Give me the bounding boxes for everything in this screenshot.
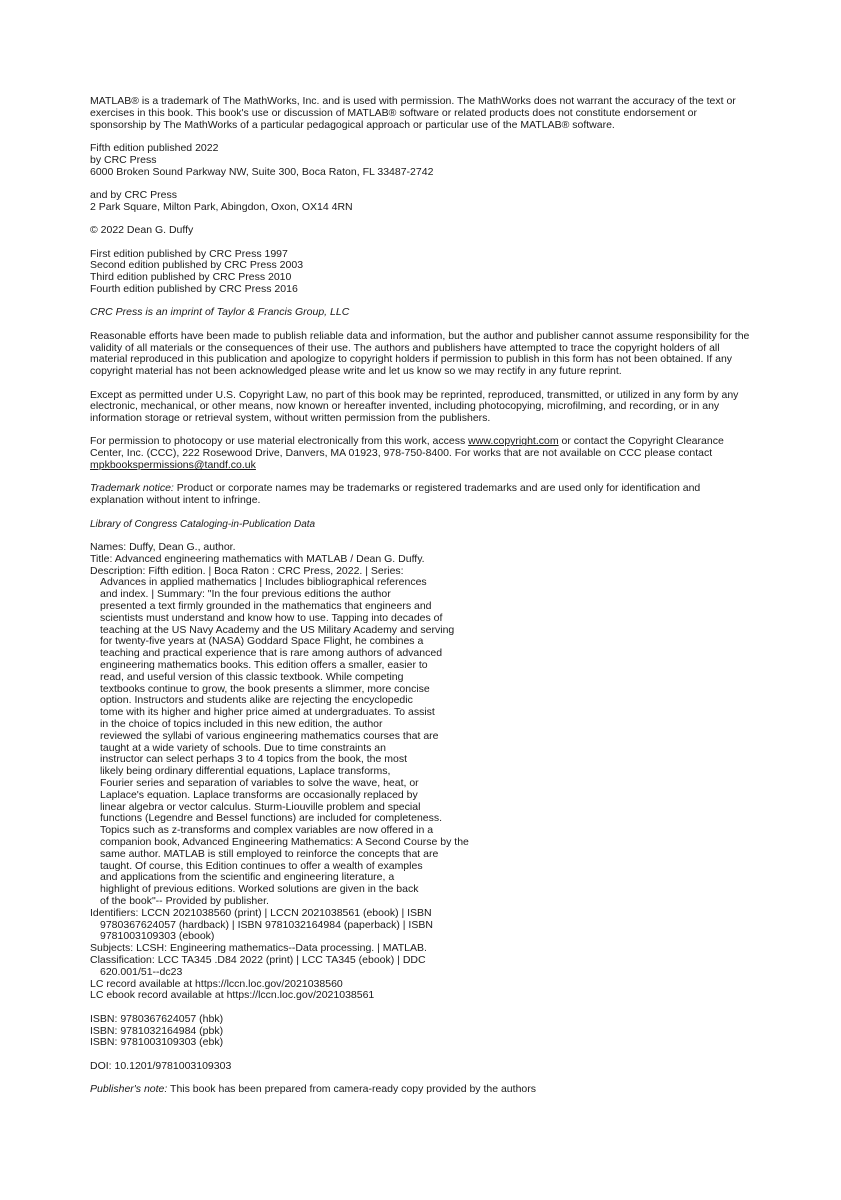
- matlab-notice-text: MATLAB® is a trademark of The MathWorks, Inc. and is used with permission. The MathWorks does not warrant the accuracy of the text or exercises in this book. This book's use or discussion of MATLAB® software or related products does not constitute endorsement or sponsorship by The MathWorks of a particular pedagogical approach or particular use of the MATLAB® software.: [90, 95, 736, 131]
- reasonable-efforts-text: Reasonable efforts have been made to publish reliable data and information, but the author and publisher cannot assume responsibility for the validity of all materials or the consequences of their use. The authors and publishers have attempted to trace the copyright holders of all material reproduced in this publication and apologize to copyright holders if permission to publish in this form has not been obtained. If any copyright material has not been acknowledged please write and let us know so we may rectify in any future reprint.: [90, 329, 750, 378]
- matlab-notice: [90, 96, 750, 131]
- cip-line: Laplace's equation. Laplace transforms are occasionally replaced by: [100, 788, 418, 801]
- cip-line: teaching and practical experience that is rare among authors of advanced: [100, 647, 443, 660]
- isbn-item: ISBN: 9781032164984 (pbk): [90, 1024, 224, 1037]
- cip-line: Topics such as z-transforms and complex variables are now offered in a: [100, 824, 434, 837]
- doi-block: [90, 1061, 750, 1073]
- cip-line: read, and useful version of this classic textbook. While competing: [100, 670, 404, 683]
- copyright-line: © 2022 Dean G. Duffy: [90, 224, 194, 237]
- permission-notice: [90, 436, 750, 471]
- cip-line: taught at a wide variety of schools. Due to time constraints an: [100, 741, 386, 754]
- cip-line: 620.001/51--dc23: [100, 965, 183, 978]
- cip-line: LC record available at https://lccn.loc.gov/2021038560: [90, 977, 343, 990]
- isbn-item: ISBN: 9780367624057 (hbk): [90, 1012, 224, 1025]
- edition-history-item: First edition published by CRC Press 1997: [90, 247, 288, 260]
- cip-line: instructor can select perhaps 3 to 4 topics from the book, the most: [100, 753, 407, 766]
- cip-line: linear algebra or vector calculus. Sturm-Liouville problem and special: [100, 800, 421, 813]
- cip-line: and applications from the scientific and engineering literature, a: [100, 871, 395, 884]
- isbn-item: ISBN: 9781003109303 (ebk): [90, 1036, 224, 1049]
- cip-line: Names: Duffy, Dean G., author.: [90, 541, 236, 554]
- publisher-address-us: 6000 Broken Sound Parkway NW, Suite 300, Boca Raton, FL 33487-2742: [90, 165, 434, 178]
- cip-line: companion book, Advanced Engineering Mathematics: A Second Course by the: [100, 835, 469, 848]
- publisher-note-label: Publisher's note:: [90, 1083, 168, 1096]
- reproduction-notice: [90, 390, 750, 425]
- permission-text: [90, 436, 750, 471]
- reproduction-text: Except as permitted under U.S. Copyright Law, no part of this book may be reprinted, reproduced, transmitted, or utilized in any form by any electronic, mechanical, or other means, now known or hereafter invented, including photocopying, microfilming, and recording, or in any information storage or retrieval system, without written permission from the publishers.: [90, 388, 739, 425]
- cip-line: functions (Legendre and Bessel functions) are included for completeness.: [100, 812, 443, 825]
- cip-line: LC ebook record available at https://lccn.loc.gov/2021038561: [90, 989, 375, 1002]
- cip-line: Fourier series and separation of variables to solve the wave, heat, or: [100, 776, 419, 789]
- cip-line: scientists must understand and know how to use. Tapping into decades of: [100, 611, 443, 624]
- imprint-line: CRC Press is an imprint of Taylor & Francis Group, LLC: [90, 306, 350, 319]
- cip-line: presented a text firmly grounded in the mathematics that engineers and: [100, 600, 432, 613]
- publisher-address-uk: 2 Park Square, Milton Park, Abingdon, Oxon, OX14 4RN: [90, 200, 353, 213]
- cip-line: Advances in applied mathematics | Includes bibliographical references: [100, 576, 427, 589]
- cip-line: 9780367624057 (hardback) | ISBN 9781032164984 (paperback) | ISBN: [100, 918, 433, 931]
- cip-line: Subjects: LCSH: Engineering mathematics--Data processing. | MATLAB.: [90, 942, 427, 955]
- publisher-line-uk: and by CRC Press: [90, 188, 177, 201]
- permissions-email-link[interactable]: mpkbookspermissions@tandf.co.uk: [90, 459, 256, 472]
- cip-data: [90, 542, 750, 1002]
- cip-heading-block: [90, 519, 750, 531]
- edition-line: Fifth edition published 2022: [90, 141, 219, 154]
- edition-history-item: Third edition published by CRC Press 2010: [90, 271, 292, 284]
- cip-line: Description: Fifth edition. | Boca Raton : CRC Press, 2022. | Series:: [90, 564, 404, 577]
- publication-info-uk: [90, 190, 750, 214]
- cip-line: reviewed the syllabi of various engineering mathematics courses that are: [100, 729, 439, 742]
- edition-history-item: Second edition published by CRC Press 2003: [90, 259, 304, 272]
- cip-heading: Library of Congress Cataloging-in-Publication Data: [90, 518, 316, 530]
- cip-line: likely being ordinary differential equations, Laplace transforms,: [100, 765, 391, 778]
- reasonable-efforts-notice: [90, 331, 750, 378]
- cip-line: Identifiers: LCCN 2021038560 (print) | LCCN 2021038561 (ebook) | ISBN: [90, 906, 432, 919]
- cip-line: taught. Of course, this Edition continues to offer a wealth of examples: [100, 859, 423, 872]
- trademark-body: Product or corporate names may be trademarks or registered trademarks and are used only for identification and explanation without intent to infringe.: [90, 482, 701, 507]
- trademark-notice: [90, 483, 750, 507]
- copyright-page: [90, 96, 750, 1096]
- cip-line: option. Instructors and students alike are rejecting the encyclopedic: [100, 694, 413, 707]
- imprint-notice: [90, 307, 750, 319]
- publisher-note: [90, 1084, 750, 1096]
- cip-line: for twenty-five years at (NASA) Goddard Space Flight, he combines a: [100, 635, 424, 648]
- cip-line: same author. MATLAB is still employed to reinforce the concepts that are: [100, 847, 439, 860]
- trademark-text: [90, 483, 750, 507]
- publication-info: [90, 143, 750, 178]
- cip-line: tome with its higher and higher price aimed at undergraduates. To assist: [100, 706, 435, 719]
- publisher-note-text: [90, 1084, 750, 1096]
- edition-history: [90, 249, 750, 296]
- publisher-note-body: This book has been prepared from camera-ready copy provided by the authors: [167, 1083, 536, 1096]
- cip-line: and index. | Summary: "In the four previous editions the author: [100, 588, 391, 601]
- trademark-label: Trademark notice:: [90, 482, 174, 495]
- cip-line: Classification: LCC TA345 .D84 2022 (print) | LCC TA345 (ebook) | DDC: [90, 953, 426, 966]
- cip-line: textbooks continue to grow, the book presents a slimmer, more concise: [100, 682, 430, 695]
- cip-line: highlight of previous editions. Worked solutions are given in the back: [100, 883, 419, 896]
- cip-line: engineering mathematics books. This edition offers a smaller, easier to: [100, 659, 428, 672]
- cip-line: in the choice of topics included in this new edition, the author: [100, 718, 383, 730]
- doi-line: DOI: 10.1201/9781003109303: [90, 1059, 232, 1072]
- isbn-list: [90, 1014, 750, 1049]
- cip-line: teaching at the US Navy Academy and the US Military Academy and serving: [100, 623, 455, 636]
- cip-line: 9781003109303 (ebook): [100, 930, 215, 943]
- copyright-com-link[interactable]: www.copyright.com: [468, 435, 559, 448]
- cip-line: Title: Advanced engineering mathematics with MATLAB / Dean G. Duffy.: [90, 552, 425, 565]
- cip-line: of the book"-- Provided by publisher.: [100, 894, 269, 907]
- copyright-notice: [90, 225, 750, 237]
- permission-mid: or contact the Copyright Clearance Center, Inc. (CCC), 222 Rosewood Drive, Danvers, MA 01923, 978-750-8400. For works that are not available on CCC please contact: [90, 435, 724, 460]
- edition-history-item: Fourth edition published by CRC Press 2016: [90, 282, 298, 295]
- publisher-line: by CRC Press: [90, 153, 157, 166]
- permission-pre: For permission to photocopy or use material electronically from this work, access: [90, 435, 469, 448]
